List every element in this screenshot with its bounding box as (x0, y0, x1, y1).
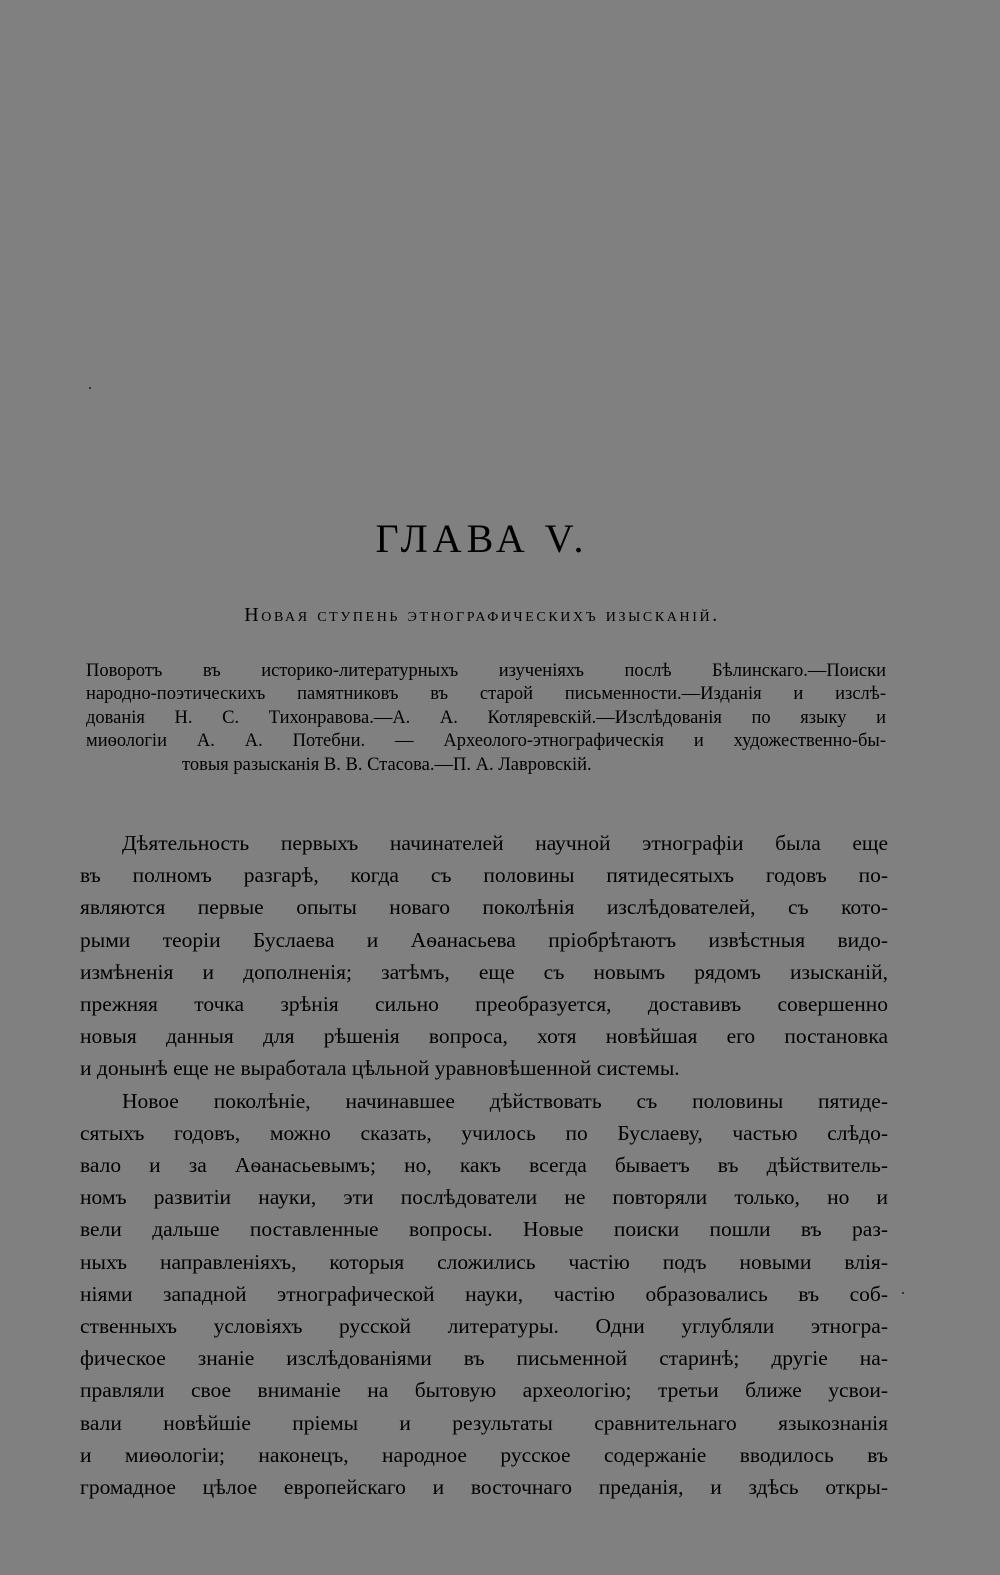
body-text (80, 827, 888, 1503)
body-line: правляли свое вниманіе на бытовую археологію; третьи ближе усвои- (80, 1378, 888, 1403)
body-line: и миѳологіи; наконецъ, народное русское содержаніе вводилось въ (80, 1442, 888, 1467)
chapter-summary (86, 660, 886, 777)
body-line: номъ развитіи науки, эти послѣдователи не повторяли только, но и (80, 1185, 888, 1210)
body-line: Дѣятельность первыхъ начинателей научной этнографіи была еще (122, 831, 888, 855)
body-line: являются первые опыты новаго поколѣнія изслѣдователей, съ кото- (80, 895, 888, 920)
body-line: измѣненія и дополненія; затѣмъ, еще съ новымъ рядомъ изысканій, (80, 959, 888, 984)
print-speck (89, 387, 91, 389)
body-line: новыя данныя для рѣшенія вопроса, хотя новѣйшая его постановка (80, 1024, 888, 1049)
body-line: вали новѣйшіе пріемы и результаты сравнительнаго языкознанія (80, 1410, 888, 1435)
body-line: Новое поколѣніе, начинавшее дѣйствовать съ половины пятиде- (122, 1088, 888, 1113)
body-line: и донынѣ еще не выработала цѣльной уравновѣшенной системы. (80, 1056, 680, 1081)
body-line: ніями западной этнографической науки, частію образовались въ соб- (80, 1281, 888, 1306)
summary-line: товыя разысканія В. В. Стасова.—П. А. Лавровскій. (182, 754, 592, 775)
body-line: прежняя точка зрѣнія сильно преобразуется, доставивъ совершенно (80, 992, 888, 1017)
body-line: рыми теоріи Буслаева и Аѳанасьева пріобрѣтаютъ извѣстныя видо- (80, 927, 888, 952)
body-line: ныхъ направленіяхъ, которыя сложились частію подъ новыми влія- (80, 1249, 888, 1274)
chapter-title: ГЛАВА V. (375, 516, 589, 561)
body-line: громадное цѣлое европейскаго и восточнаго преданія, и здѣсь откры- (80, 1475, 888, 1500)
chapter-subtitle: Новая ступень этнографическихъ изысканій. (244, 604, 720, 626)
summary-line: дованія Н. С. Тихонравова.—А. А. Котляревскій.—Изслѣдованія по языку и (86, 707, 886, 728)
summary-line: народно-поэтическихъ памятниковъ въ старой письменности.—Изданія и изслѣ- (86, 684, 886, 705)
body-line: въ полномъ разгарѣ, когда съ половины пятидесятыхъ годовъ по- (80, 863, 888, 888)
print-speck (902, 1292, 904, 1294)
body-line: вало и за Аѳанасьевымъ; но, какъ всегда бываетъ въ дѣйствитель- (80, 1153, 888, 1178)
body-line: фическое знаніе изслѣдованіями въ письменной старинѣ; другіе на- (80, 1346, 888, 1371)
body-line: ственныхъ условіяхъ русской литературы. Одни углубляли этногра- (80, 1314, 888, 1339)
body-line: вели дальше поставленные вопросы. Новые поиски пошли въ раз- (80, 1217, 888, 1242)
summary-line: миѳологіи А. А. Потебни. — Археолого-этнографическія и художественно-бы- (86, 731, 886, 752)
summary-line: Поворотъ въ историко-литературныхъ изученіяхъ послѣ Бѣлинскаго.—Поиски (86, 661, 886, 681)
body-line: сятыхъ годовъ, можно сказать, училось по Буслаеву, частью слѣдо- (80, 1120, 888, 1145)
